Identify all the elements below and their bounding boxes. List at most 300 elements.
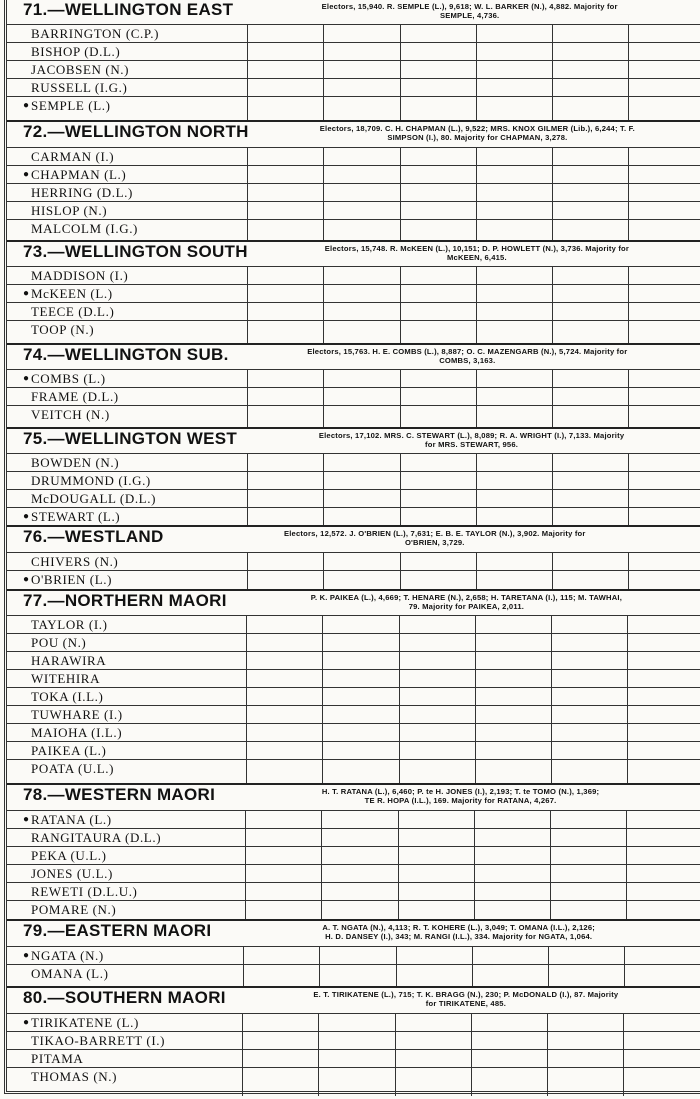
summary-line: P. K. PAIKEA (L.), 4,669; T. HENARE (N.), 2,658; H. TARETANA (I.), 115; M. TAWHAI, bbox=[310, 593, 623, 602]
candidate-name: FRAME (D.L.) bbox=[31, 389, 119, 404]
candidate-row bbox=[7, 864, 700, 882]
candidate-row bbox=[7, 1067, 700, 1096]
electorate-header bbox=[7, 122, 700, 147]
vote-column-divider bbox=[551, 688, 552, 705]
candidate-name-cell bbox=[23, 811, 112, 828]
electorate-section bbox=[7, 0, 700, 120]
vote-column-divider bbox=[552, 25, 553, 42]
vote-column-divider bbox=[627, 760, 628, 785]
vote-column-divider bbox=[623, 1068, 624, 1096]
vote-column-divider bbox=[400, 148, 401, 165]
vote-column-divider bbox=[319, 965, 320, 988]
electorate-title: 74.—WELLINGTON SUB. bbox=[23, 345, 229, 364]
vote-column-divider bbox=[475, 724, 476, 741]
candidate-name: TIKAO-BARRETT (I.) bbox=[31, 1033, 166, 1048]
electorate-section bbox=[7, 343, 700, 427]
candidate-row bbox=[7, 846, 700, 864]
summary-line: TE R. HOPA (I.L.), 169. Majority for RATANA, 4,267. bbox=[364, 796, 557, 805]
vote-column-divider bbox=[547, 1050, 548, 1067]
candidate-name: McKEEN (L.) bbox=[31, 286, 113, 301]
vote-column-divider bbox=[323, 285, 324, 302]
candidate-row bbox=[7, 946, 700, 964]
vote-column-divider bbox=[627, 616, 628, 633]
vote-column-divider bbox=[550, 901, 551, 921]
candidate-name: TUWHARE (I.) bbox=[31, 707, 123, 722]
summary-line: Electors, 15,763. H. E. COMBS (L.), 8,887; O. C. MAZENGARB (N.), 5,724. Majority for bbox=[307, 347, 628, 356]
vote-column-divider bbox=[245, 883, 246, 900]
vote-column-divider bbox=[628, 97, 629, 120]
vote-column-divider bbox=[626, 883, 627, 900]
vote-column-divider bbox=[398, 883, 399, 900]
vote-column-divider bbox=[242, 1050, 243, 1067]
vote-column-divider bbox=[628, 43, 629, 60]
candidate-name: RUSSELL (I.G.) bbox=[31, 80, 128, 95]
electorate-summary bbox=[237, 347, 698, 365]
vote-column-divider bbox=[623, 1032, 624, 1049]
vote-column-divider bbox=[628, 303, 629, 320]
vote-column-divider bbox=[318, 1032, 319, 1049]
candidate-name: McDOUGALL (D.L.) bbox=[31, 491, 157, 506]
vote-column-divider bbox=[552, 220, 553, 242]
electorate-section bbox=[7, 589, 700, 783]
vote-column-divider bbox=[243, 965, 244, 988]
vote-column-divider bbox=[400, 220, 401, 242]
electorate-header bbox=[7, 0, 700, 24]
vote-column-divider bbox=[247, 472, 248, 489]
vote-column-divider bbox=[322, 706, 323, 723]
vote-column-divider bbox=[242, 1014, 243, 1031]
vote-column-divider bbox=[624, 965, 625, 988]
summary-line: SIMPSON (I.), 80. Majority for CHAPMAN, 3,278. bbox=[387, 133, 568, 142]
vote-column-divider bbox=[628, 553, 629, 570]
candidate-name: REWETI (D.L.U.) bbox=[31, 884, 138, 899]
candidate-name-cell bbox=[23, 61, 129, 78]
candidate-row bbox=[7, 651, 700, 669]
vote-column-divider bbox=[246, 760, 247, 785]
candidate-name: STEWART (L.) bbox=[31, 509, 121, 524]
elected-bullet-icon: ● bbox=[23, 574, 30, 585]
vote-column-divider bbox=[552, 61, 553, 78]
vote-column-divider bbox=[627, 652, 628, 669]
candidate-name-cell bbox=[23, 688, 103, 705]
electorate-header bbox=[7, 429, 700, 453]
vote-column-divider bbox=[400, 370, 401, 387]
candidate-name-cell bbox=[23, 267, 128, 284]
candidate-name: BOWDEN (N.) bbox=[31, 455, 120, 470]
vote-column-divider bbox=[626, 847, 627, 864]
candidate-name-cell bbox=[23, 202, 107, 219]
vote-column-divider bbox=[628, 220, 629, 242]
vote-column-divider bbox=[242, 1032, 243, 1049]
vote-column-divider bbox=[552, 285, 553, 302]
candidate-row bbox=[7, 219, 700, 242]
vote-column-divider bbox=[323, 553, 324, 570]
candidate-name: WITEHIRA bbox=[31, 671, 101, 686]
vote-column-divider bbox=[246, 616, 247, 633]
vote-column-divider bbox=[400, 61, 401, 78]
vote-column-divider bbox=[476, 454, 477, 471]
vote-column-divider bbox=[247, 184, 248, 201]
vote-column-divider bbox=[552, 202, 553, 219]
candidate-name-cell bbox=[23, 742, 106, 759]
vote-column-divider bbox=[245, 811, 246, 828]
vote-column-divider bbox=[398, 829, 399, 846]
vote-column-divider bbox=[552, 472, 553, 489]
candidate-name-cell bbox=[23, 883, 137, 900]
elected-bullet-icon: ● bbox=[23, 373, 30, 384]
candidate-row bbox=[7, 147, 700, 165]
candidate-row bbox=[7, 1031, 700, 1049]
vote-column-divider bbox=[551, 760, 552, 785]
candidate-name: COMBS (L.) bbox=[31, 371, 106, 386]
vote-column-divider bbox=[476, 184, 477, 201]
vote-column-divider bbox=[395, 1050, 396, 1067]
vote-column-divider bbox=[551, 706, 552, 723]
vote-column-divider bbox=[628, 79, 629, 96]
vote-column-divider bbox=[323, 25, 324, 42]
candidate-name-cell bbox=[23, 652, 106, 669]
candidate-row bbox=[7, 266, 700, 284]
vote-column-divider bbox=[475, 652, 476, 669]
candidate-name: VEITCH (N.) bbox=[31, 407, 110, 422]
electorate-section bbox=[7, 427, 700, 525]
vote-column-divider bbox=[628, 148, 629, 165]
vote-column-divider bbox=[321, 829, 322, 846]
electorate-title: 75.—WELLINGTON WEST bbox=[23, 429, 238, 448]
electorate-title: 79.—EASTERN MAORI bbox=[23, 921, 212, 940]
vote-column-divider bbox=[246, 670, 247, 687]
vote-column-divider bbox=[628, 285, 629, 302]
candidate-row bbox=[7, 183, 700, 201]
vote-column-divider bbox=[550, 847, 551, 864]
vote-column-divider bbox=[399, 742, 400, 759]
candidate-name: MAIOHA (I.L.) bbox=[31, 725, 123, 740]
vote-column-divider bbox=[400, 490, 401, 507]
vote-column-divider bbox=[552, 267, 553, 284]
vote-column-divider bbox=[246, 652, 247, 669]
vote-column-divider bbox=[475, 616, 476, 633]
vote-column-divider bbox=[396, 965, 397, 988]
candidate-row bbox=[7, 900, 700, 921]
vote-column-divider bbox=[623, 1050, 624, 1067]
summary-line: H. T. RATANA (L.), 6,460; P. te H. JONES (I.), 2,193; T. te TOMO (N.), 1,369; bbox=[321, 787, 600, 796]
vote-column-divider bbox=[321, 847, 322, 864]
vote-column-divider bbox=[476, 43, 477, 60]
elected-bullet-icon: ● bbox=[23, 288, 30, 299]
vote-column-divider bbox=[626, 901, 627, 921]
candidate-name-cell bbox=[23, 634, 86, 651]
vote-column-divider bbox=[552, 454, 553, 471]
candidate-row bbox=[7, 387, 700, 405]
vote-column-divider bbox=[628, 454, 629, 471]
candidate-name-cell bbox=[23, 947, 104, 964]
vote-column-divider bbox=[628, 25, 629, 42]
summary-line: O'BRIEN, 3,729. bbox=[404, 538, 465, 547]
vote-column-divider bbox=[245, 865, 246, 882]
vote-column-divider bbox=[323, 490, 324, 507]
vote-column-divider bbox=[323, 303, 324, 320]
vote-column-divider bbox=[476, 490, 477, 507]
vote-column-divider bbox=[628, 472, 629, 489]
vote-column-divider bbox=[626, 811, 627, 828]
vote-column-divider bbox=[323, 97, 324, 120]
vote-column-divider bbox=[246, 742, 247, 759]
vote-column-divider bbox=[247, 303, 248, 320]
vote-column-divider bbox=[476, 267, 477, 284]
candidate-row bbox=[7, 741, 700, 759]
electorate-section bbox=[7, 120, 700, 240]
electorate-results-sheet bbox=[4, 0, 700, 1094]
summary-line: McKEEN, 6,415. bbox=[447, 253, 507, 262]
candidate-name: MADDISON (I.) bbox=[31, 268, 129, 283]
candidate-name-cell bbox=[23, 1014, 139, 1031]
candidate-name-cell bbox=[23, 454, 119, 471]
vote-column-divider bbox=[476, 571, 477, 591]
vote-column-divider bbox=[472, 965, 473, 988]
electorate-header bbox=[7, 527, 700, 552]
candidate-row bbox=[7, 552, 700, 570]
vote-column-divider bbox=[323, 220, 324, 242]
electorate-header bbox=[7, 785, 700, 810]
vote-column-divider bbox=[552, 321, 553, 345]
electorate-title: 72.—WELLINGTON NORTH bbox=[23, 122, 249, 141]
vote-column-divider bbox=[550, 883, 551, 900]
electorate-summary bbox=[241, 2, 698, 20]
vote-column-divider bbox=[552, 406, 553, 429]
vote-column-divider bbox=[242, 1068, 243, 1096]
electorate-header bbox=[7, 921, 700, 946]
vote-column-divider bbox=[476, 148, 477, 165]
vote-column-divider bbox=[476, 79, 477, 96]
vote-column-divider bbox=[626, 865, 627, 882]
candidate-row bbox=[7, 24, 700, 42]
candidate-row bbox=[7, 810, 700, 828]
vote-column-divider bbox=[552, 43, 553, 60]
candidate-name: PITAMA bbox=[31, 1051, 84, 1066]
vote-column-divider bbox=[245, 901, 246, 921]
vote-column-divider bbox=[323, 79, 324, 96]
candidate-row bbox=[7, 882, 700, 900]
elected-bullet-icon: ● bbox=[23, 814, 30, 825]
candidate-name-cell bbox=[23, 43, 120, 60]
vote-column-divider bbox=[247, 97, 248, 120]
summary-line: E. T. TIRIKATENE (L.), 715; T. K. BRAGG (N.), 230; P. McDONALD (I.), 87. Majority bbox=[313, 990, 619, 999]
candidate-name: POMARE (N.) bbox=[31, 902, 117, 917]
vote-column-divider bbox=[399, 634, 400, 651]
candidate-row bbox=[7, 471, 700, 489]
vote-column-divider bbox=[323, 388, 324, 405]
vote-column-divider bbox=[476, 166, 477, 183]
candidate-row bbox=[7, 507, 700, 527]
vote-column-divider bbox=[247, 25, 248, 42]
vote-column-divider bbox=[628, 267, 629, 284]
vote-column-divider bbox=[400, 553, 401, 570]
electorate-summary bbox=[223, 787, 698, 805]
vote-column-divider bbox=[471, 1068, 472, 1096]
vote-column-divider bbox=[323, 321, 324, 345]
vote-column-divider bbox=[548, 965, 549, 988]
vote-column-divider bbox=[552, 79, 553, 96]
vote-column-divider bbox=[398, 847, 399, 864]
vote-column-divider bbox=[551, 652, 552, 669]
electorate-title: 76.—WESTLAND bbox=[23, 527, 164, 546]
vote-column-divider bbox=[399, 616, 400, 633]
vote-column-divider bbox=[399, 760, 400, 785]
electorate-section bbox=[7, 525, 700, 589]
vote-column-divider bbox=[247, 370, 248, 387]
vote-column-divider bbox=[628, 202, 629, 219]
vote-column-divider bbox=[552, 97, 553, 120]
vote-column-divider bbox=[395, 1014, 396, 1031]
vote-column-divider bbox=[475, 688, 476, 705]
vote-column-divider bbox=[551, 742, 552, 759]
vote-column-divider bbox=[474, 901, 475, 921]
vote-column-divider bbox=[323, 148, 324, 165]
candidate-name-cell bbox=[23, 724, 122, 741]
candidate-name-cell bbox=[23, 901, 116, 918]
candidate-row bbox=[7, 320, 700, 345]
vote-column-divider bbox=[400, 25, 401, 42]
vote-column-divider bbox=[247, 388, 248, 405]
vote-column-divider bbox=[474, 865, 475, 882]
candidate-name: SEMPLE (L.) bbox=[31, 98, 111, 113]
summary-line: Electors, 18,709. C. H. CHAPMAN (L.), 9,522; MRS. KNOX GILMER (Lib.), 6,244; T. F. bbox=[319, 124, 635, 133]
candidate-row bbox=[7, 405, 700, 429]
candidate-name: TOKA (I.L.) bbox=[31, 689, 104, 704]
vote-column-divider bbox=[552, 490, 553, 507]
candidate-name-cell bbox=[23, 865, 113, 882]
vote-column-divider bbox=[399, 688, 400, 705]
candidate-name-cell bbox=[23, 965, 109, 982]
candidate-name: PEKA (U.L.) bbox=[31, 848, 107, 863]
candidate-name: TOOP (N.) bbox=[31, 322, 95, 337]
elected-bullet-icon: ● bbox=[23, 169, 30, 180]
vote-column-divider bbox=[400, 321, 401, 345]
candidate-name: RATANA (L.) bbox=[31, 812, 112, 827]
candidate-name-cell bbox=[23, 1032, 165, 1049]
vote-column-divider bbox=[400, 406, 401, 429]
vote-column-divider bbox=[474, 811, 475, 828]
electorate-title: 73.—WELLINGTON SOUTH bbox=[23, 242, 248, 261]
electorate-summary bbox=[256, 244, 698, 262]
vote-column-divider bbox=[322, 616, 323, 633]
electorate-summary bbox=[235, 593, 698, 611]
vote-column-divider bbox=[396, 947, 397, 964]
candidate-name-cell bbox=[23, 847, 107, 864]
vote-column-divider bbox=[552, 303, 553, 320]
candidate-row bbox=[7, 453, 700, 471]
vote-column-divider bbox=[247, 571, 248, 591]
vote-column-divider bbox=[322, 634, 323, 651]
candidate-row bbox=[7, 96, 700, 120]
candidate-name-cell bbox=[23, 706, 123, 723]
candidate-row bbox=[7, 705, 700, 723]
vote-column-divider bbox=[476, 285, 477, 302]
vote-column-divider bbox=[476, 406, 477, 429]
candidate-name: TEECE (D.L.) bbox=[31, 304, 115, 319]
vote-column-divider bbox=[400, 303, 401, 320]
vote-column-divider bbox=[474, 883, 475, 900]
vote-column-divider bbox=[400, 43, 401, 60]
vote-column-divider bbox=[400, 454, 401, 471]
vote-column-divider bbox=[476, 97, 477, 120]
candidate-row bbox=[7, 42, 700, 60]
vote-column-divider bbox=[399, 724, 400, 741]
vote-column-divider bbox=[624, 947, 625, 964]
electorate-header bbox=[7, 591, 700, 615]
vote-column-divider bbox=[322, 724, 323, 741]
electorate-section bbox=[7, 783, 700, 919]
candidate-name-cell bbox=[23, 166, 126, 183]
candidate-name-cell bbox=[23, 285, 113, 302]
candidate-name-cell bbox=[23, 220, 138, 237]
candidate-name-cell bbox=[23, 670, 100, 687]
vote-column-divider bbox=[400, 267, 401, 284]
elected-bullet-icon: ● bbox=[23, 100, 30, 111]
vote-column-divider bbox=[247, 166, 248, 183]
vote-column-divider bbox=[246, 634, 247, 651]
electorate-summary bbox=[172, 529, 698, 547]
candidate-name: CHAPMAN (L.) bbox=[31, 167, 127, 182]
vote-column-divider bbox=[400, 472, 401, 489]
vote-column-divider bbox=[323, 472, 324, 489]
vote-column-divider bbox=[552, 571, 553, 591]
electorate-title: 77.—NORTHERN MAORI bbox=[23, 591, 227, 610]
candidate-name-cell bbox=[23, 829, 161, 846]
candidate-row bbox=[7, 1013, 700, 1031]
vote-column-divider bbox=[476, 61, 477, 78]
candidate-row bbox=[7, 489, 700, 507]
vote-column-divider bbox=[247, 79, 248, 96]
vote-column-divider bbox=[475, 634, 476, 651]
electorate-section bbox=[7, 240, 700, 343]
vote-column-divider bbox=[474, 847, 475, 864]
vote-column-divider bbox=[475, 760, 476, 785]
candidate-name: JONES (U.L.) bbox=[31, 866, 113, 881]
candidate-name: OMANA (L.) bbox=[31, 966, 109, 981]
candidate-row bbox=[7, 828, 700, 846]
vote-column-divider bbox=[399, 670, 400, 687]
vote-column-divider bbox=[472, 947, 473, 964]
vote-column-divider bbox=[628, 406, 629, 429]
vote-column-divider bbox=[552, 553, 553, 570]
vote-column-divider bbox=[627, 688, 628, 705]
candidate-row bbox=[7, 687, 700, 705]
summary-line: COMBS, 3,163. bbox=[439, 356, 496, 365]
electorate-summary bbox=[234, 990, 698, 1008]
candidate-name: JACOBSEN (N.) bbox=[31, 62, 130, 77]
candidate-row bbox=[7, 369, 700, 387]
vote-column-divider bbox=[400, 202, 401, 219]
vote-column-divider bbox=[552, 370, 553, 387]
summary-line: Electors, 15,940. R. SEMPLE (L.), 9,618; W. L. BARKER (N.), 4,882. Majority for bbox=[321, 2, 618, 11]
candidate-name: BARRINGTON (C.P.) bbox=[31, 26, 160, 41]
vote-column-divider bbox=[247, 454, 248, 471]
vote-column-divider bbox=[475, 670, 476, 687]
vote-column-divider bbox=[247, 321, 248, 345]
candidate-name-cell bbox=[23, 1068, 117, 1085]
vote-column-divider bbox=[323, 184, 324, 201]
vote-column-divider bbox=[319, 947, 320, 964]
summary-line: 79. Majority for PAIKEA, 2,011. bbox=[408, 602, 525, 611]
candidate-name-cell bbox=[23, 472, 151, 489]
vote-column-divider bbox=[471, 1014, 472, 1031]
vote-column-divider bbox=[321, 811, 322, 828]
vote-column-divider bbox=[246, 706, 247, 723]
candidate-name-cell bbox=[23, 25, 159, 42]
vote-column-divider bbox=[627, 670, 628, 687]
vote-column-divider bbox=[247, 202, 248, 219]
